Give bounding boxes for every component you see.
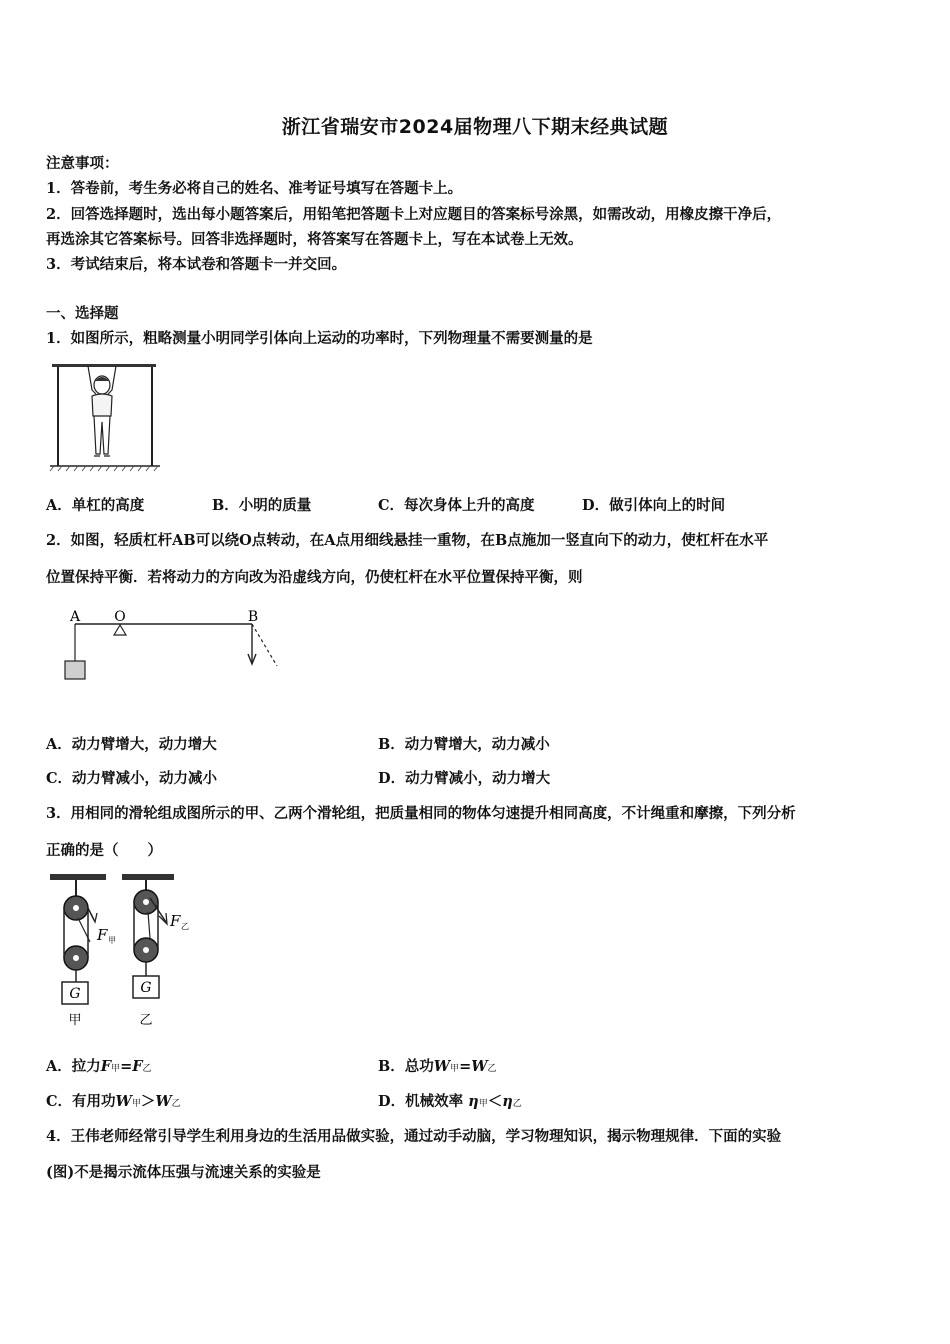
q2-stem-line1: 2．如图，轻质杠杆AB可以绕O点转动，在A点用细线悬挂一重物，在B点施加一竖直向下的动力，使杠杆在水平 (46, 532, 769, 549)
q1-option-c: C．每次身体上升的高度 (378, 497, 535, 514)
q2-option-a: A．动力臂增大，动力增大 (46, 736, 217, 753)
q2-stem-line2: 位置保持平衡．若将动力的方向改为沿虚线方向，仍使杠杆在水平位置保持平衡，则 (46, 569, 583, 586)
force-sub-jia: 甲 (108, 936, 116, 945)
lever-label-b: B (247, 609, 259, 625)
q1-stem: 1．如图所示，粗略测量小明同学引体向上运动的功率时，下列物理量不需要测量的是 (46, 330, 593, 347)
note-item: 再选涂其它答案标号。回答非选择题时，将答案写在答题卡上，写在本试卷上无效。 (46, 231, 583, 248)
q1-option-d: D．做引体向上的时间 (582, 497, 726, 514)
q4-stem-line1: 4．王伟老师经常引导学生利用身边的生活用品做实验，通过动手动脑，学习物理知识，揭示物理规律．下面的实验 (46, 1128, 782, 1145)
q3-stem-line1: 3．用相同的滑轮组成图所示的甲、乙两个滑轮组，把质量相同的物体匀速提升相同高度，不计绳重和摩擦，下列分析 (46, 805, 796, 822)
force-label-yi: F (170, 912, 181, 930)
q3-option-c: C．有用功W甲＞W乙 (46, 1093, 181, 1110)
q2-option-b: B．动力臂增大，动力减小 (378, 736, 550, 753)
q3-option-a: A．拉力F甲=F乙 (46, 1058, 152, 1075)
note-item: 1．答卷前，考生务必将自己的姓名、准考证号填写在答题卡上。 (46, 180, 463, 197)
force-sub-yi: 乙 (181, 922, 189, 931)
figure-label-yi: 乙 (139, 1013, 153, 1028)
weight-label-yi: G (140, 980, 152, 996)
notes-heading: 注意事项： (46, 155, 119, 172)
q3-option-d: D．机械效率 η甲＜η乙 (378, 1093, 522, 1110)
q2-lever-figure (60, 602, 290, 687)
section-heading: 一、选择题 (46, 305, 119, 322)
q3-stem-line2: 正确的是（ ） (46, 842, 162, 859)
note-item: 2．回答选择题时，选出每小题答案后，用铅笔把答题卡上对应题目的答案标号涂黑，如需改动，用橡皮擦干净后， (46, 206, 782, 223)
lever-label-o: O (114, 609, 126, 625)
q2-option-c: C．动力臂减小，动力减小 (46, 770, 218, 787)
q4-stem-line2: (图)不是揭示流体压强与流速关系的实验是 (46, 1164, 321, 1181)
weight-label-jia: G (69, 986, 81, 1002)
q1-option-b: B．小明的质量 (212, 497, 312, 514)
q3-pulley-figure (40, 872, 200, 1032)
q2-option-d: D．动力臂减小，动力增大 (378, 770, 551, 787)
figure-label-jia: 甲 (68, 1013, 82, 1028)
page-title: 浙江省瑞安市2024届物理八下期末经典试题 (281, 116, 669, 138)
q1-option-a: A．单杠的高度 (46, 497, 145, 514)
force-label-jia: F (97, 926, 108, 944)
q1-pullup-figure (48, 360, 163, 475)
q3-option-b: B．总功W甲=W乙 (378, 1058, 497, 1075)
note-item: 3．考试结束后，将本试卷和答题卡一并交回。 (46, 256, 347, 273)
lever-label-a: A (69, 609, 81, 625)
